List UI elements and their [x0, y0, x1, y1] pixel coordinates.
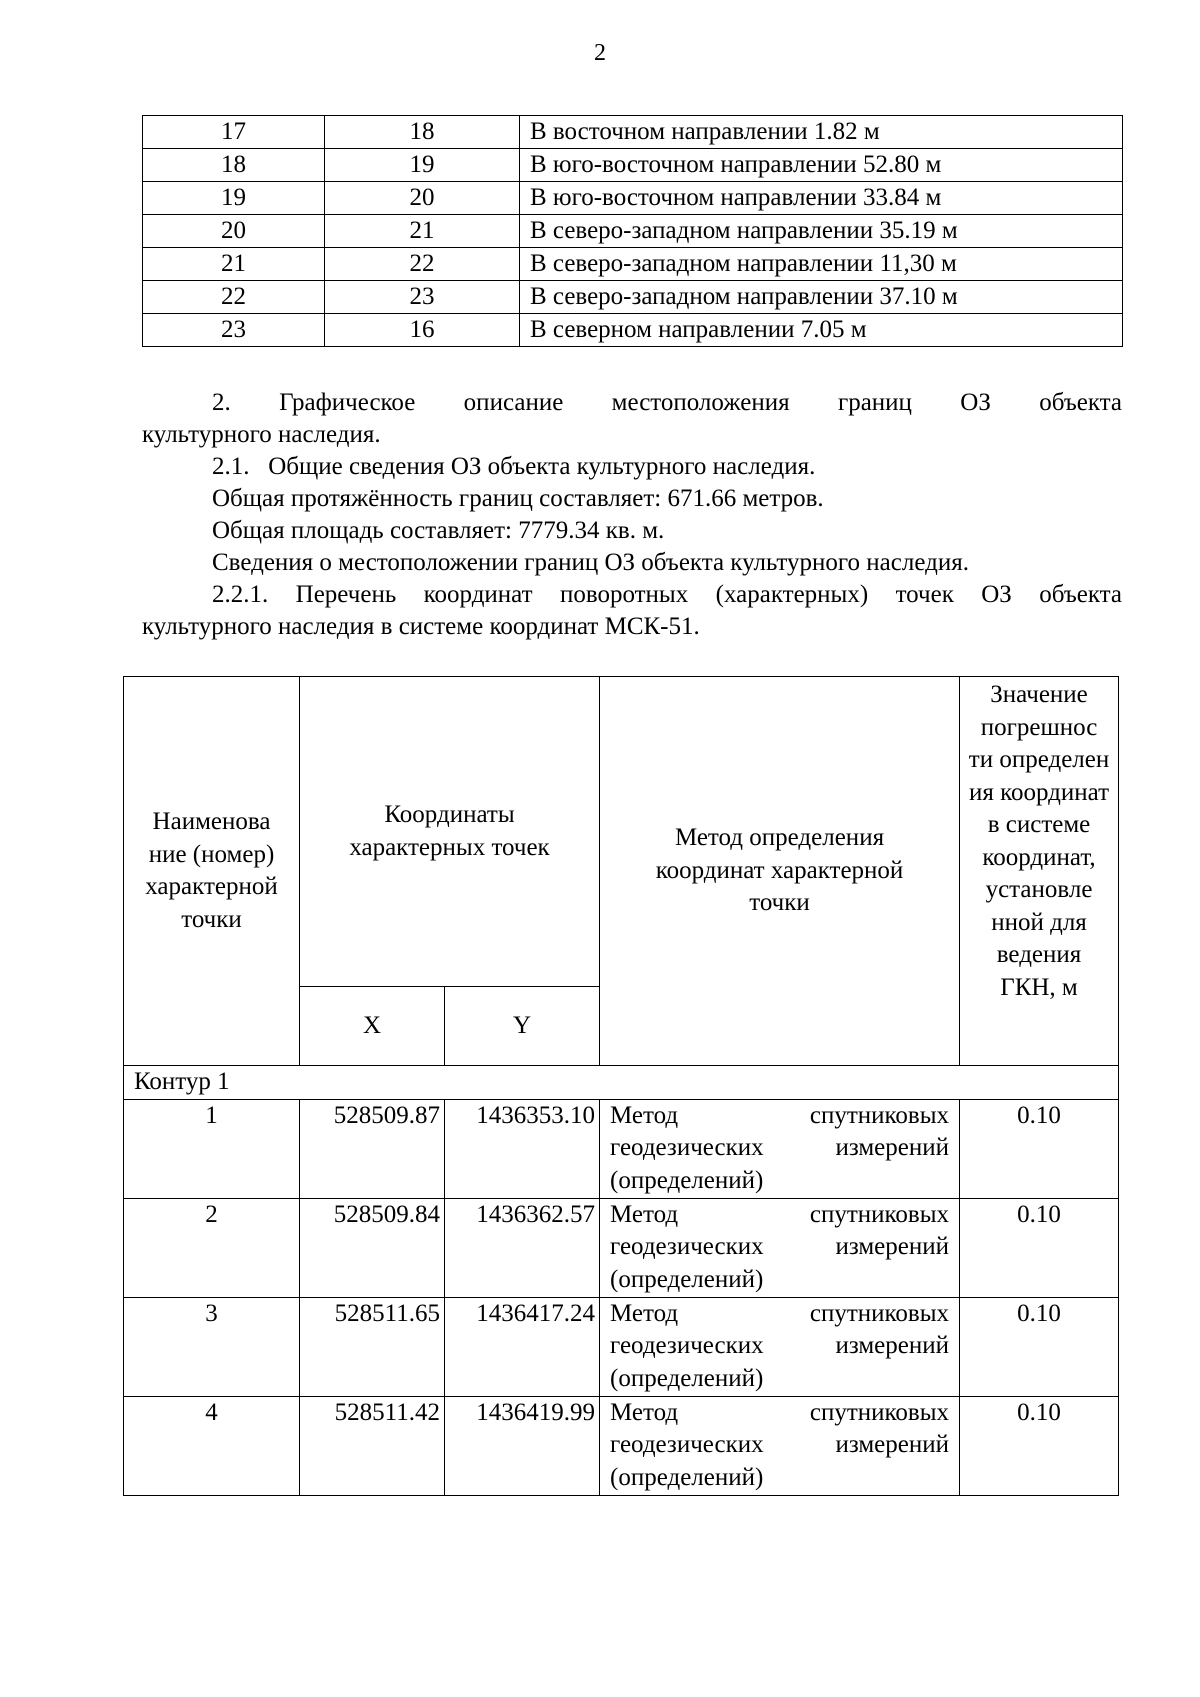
point-error: 0.10 [960, 1198, 1119, 1297]
page-number: 2 [594, 40, 606, 66]
method-word: геодезических [610, 1431, 764, 1458]
method-word: измерений [835, 1134, 950, 1161]
method-line-1 [610, 1397, 949, 1430]
boundary-segments-table [142, 115, 1123, 347]
segment-from: 18 [143, 149, 325, 182]
method-word: спутниковых [809, 1398, 950, 1426]
segment-from: 23 [143, 314, 325, 347]
section-2-2-1-heading-cont: культурного наследия в системе координат МСК-51. [142, 613, 700, 640]
method-word: геодезических [610, 1134, 764, 1161]
method-line-2 [610, 1132, 949, 1165]
method-line-3: (определений) [610, 1364, 764, 1392]
method-line-1 [610, 1199, 949, 1232]
method-word: Метод [610, 1200, 679, 1228]
section-2-1-heading: 2.1. Общие сведения ОЗ объекта культурного наследия. [212, 453, 816, 480]
section-2-2-1-heading: 2.2.1. Перечень координат поворотных (характерных) точек ОЗ объекта [212, 581, 1122, 608]
section-2-heading: 2. Графическое описание местоположения границ ОЗ объекта [212, 389, 1122, 416]
method-word: Метод [610, 1398, 679, 1426]
contour-label: Контур 1 [124, 1066, 1119, 1100]
point-number: 4 [124, 1396, 300, 1495]
section-2-heading-cont: культурного наследия. [142, 421, 381, 448]
header-x: X [300, 987, 445, 1066]
point-method [600, 1099, 960, 1198]
point-y: 1436417.24 [445, 1297, 600, 1396]
segment-row [143, 215, 1123, 248]
total-length: Общая протяжённость границ составляет: 671.66 метров. [212, 485, 824, 512]
segment-row [143, 248, 1123, 281]
header-coordinates: Координаты характерных точек [300, 677, 600, 987]
segment-row [143, 182, 1123, 215]
point-error: 0.10 [960, 1297, 1119, 1396]
point-method [600, 1297, 960, 1396]
segment-to: 20 [325, 182, 520, 215]
point-number: 2 [124, 1198, 300, 1297]
segment-description: В восточном направлении 1.82 м [520, 116, 1123, 149]
method-line-2 [610, 1429, 949, 1462]
segment-from: 22 [143, 281, 325, 314]
segment-description: В северо-западном направлении 11,30 м [520, 248, 1123, 281]
coordinate-row [124, 1396, 1119, 1495]
total-area: Общая площадь составляет: 7779.34 кв. м. [212, 517, 665, 544]
segment-row [143, 281, 1123, 314]
method-word: измерений [835, 1431, 950, 1458]
method-word: спутниковых [809, 1200, 950, 1228]
segment-description: В северо-западном направлении 35.19 м [520, 215, 1123, 248]
point-x: 528511.42 [300, 1396, 445, 1495]
point-x: 528509.84 [300, 1198, 445, 1297]
point-y: 1436419.99 [445, 1396, 600, 1495]
point-x: 528509.87 [300, 1099, 445, 1198]
point-number: 1 [124, 1099, 300, 1198]
section-2-text [142, 387, 1122, 643]
coordinate-row [124, 1297, 1119, 1396]
header-y: Y [445, 987, 600, 1066]
method-word: Метод [610, 1299, 679, 1327]
segment-to: 21 [325, 215, 520, 248]
segment-description: В юго-восточном направлении 52.80 м [520, 149, 1123, 182]
method-line-3: (определений) [610, 1265, 764, 1293]
point-method [600, 1198, 960, 1297]
segment-row [143, 116, 1123, 149]
segment-to: 22 [325, 248, 520, 281]
segment-from: 21 [143, 248, 325, 281]
point-error: 0.10 [960, 1396, 1119, 1495]
method-word: спутниковых [809, 1101, 950, 1129]
segment-to: 18 [325, 116, 520, 149]
method-line-2 [610, 1330, 949, 1363]
segment-description: В северо-западном направлении 37.10 м [520, 281, 1123, 314]
method-word: геодезических [610, 1233, 764, 1260]
segment-row [143, 149, 1123, 182]
method-word: спутниковых [809, 1299, 950, 1327]
coordinates-table [123, 676, 1119, 1496]
segment-description: В юго-восточном направлении 33.84 м [520, 182, 1123, 215]
header-error: Значение погрешнос ти определен ия координат в системе координат, установле нной для ведения ГКН, м [960, 677, 1119, 1066]
coordinate-row [124, 1198, 1119, 1297]
header-point-name: Наименова ние (номер) характерной точки [124, 677, 300, 1066]
method-line-3: (определений) [610, 1166, 764, 1194]
method-word: Метод [610, 1101, 679, 1129]
segment-to: 23 [325, 281, 520, 314]
method-word: измерений [835, 1332, 950, 1359]
boundary-info: Сведения о местоположении границ ОЗ объекта культурного наследия. [212, 549, 969, 576]
segment-to: 16 [325, 314, 520, 347]
method-word: измерений [835, 1233, 950, 1260]
segment-to: 19 [325, 149, 520, 182]
point-method [600, 1396, 960, 1495]
segment-from: 17 [143, 116, 325, 149]
segment-description: В северном направлении 7.05 м [520, 314, 1123, 347]
segment-row [143, 314, 1123, 347]
point-x: 528511.65 [300, 1297, 445, 1396]
point-y: 1436353.10 [445, 1099, 600, 1198]
method-line-2 [610, 1231, 949, 1264]
point-error: 0.10 [960, 1099, 1119, 1198]
coordinate-row [124, 1099, 1119, 1198]
segment-from: 20 [143, 215, 325, 248]
method-line-1 [610, 1100, 949, 1133]
segment-from: 19 [143, 182, 325, 215]
method-line-3: (определений) [610, 1463, 764, 1491]
method-word: геодезических [610, 1332, 764, 1359]
method-line-1 [610, 1298, 949, 1331]
point-number: 3 [124, 1297, 300, 1396]
header-method: Метод определения координат характерной точки [600, 677, 960, 1066]
point-y: 1436362.57 [445, 1198, 600, 1297]
